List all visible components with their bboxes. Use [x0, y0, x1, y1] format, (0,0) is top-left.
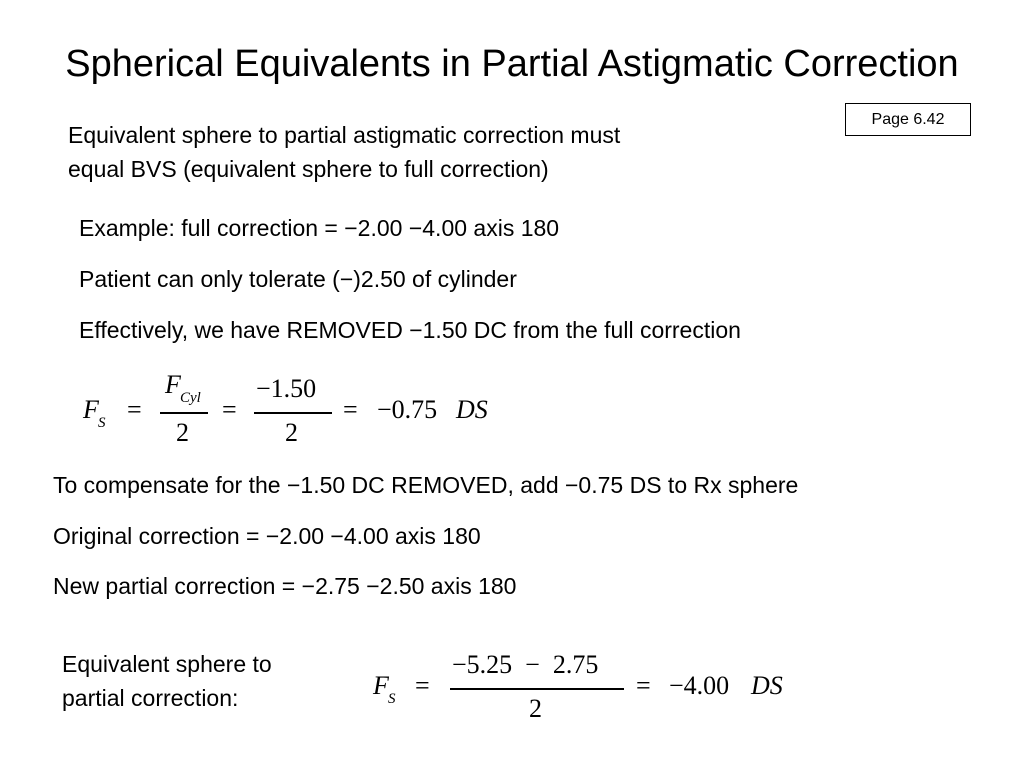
eq1-frac2-denominator: 2	[285, 418, 298, 447]
eq2-equals-2: =	[636, 671, 651, 700]
eq1-equals-1: =	[127, 395, 142, 424]
example-line-1: Example: full correction = −2.00 −4.00 axis 180	[79, 215, 560, 241]
eq2-equals-1: =	[415, 671, 430, 700]
example-line-2: Patient can only tolerate (−)2.50 of cylinder	[79, 266, 517, 292]
eq1-equals-2: =	[222, 395, 237, 424]
intro-line-1: Equivalent sphere to partial astigmatic correction must	[68, 122, 621, 148]
eq1-lhs: F	[83, 395, 99, 424]
eq2-lhs: F	[373, 671, 389, 700]
slide-title: Spherical Equivalents in Partial Astigmatic Correction	[65, 43, 959, 85]
eq2-result: −4.00	[669, 671, 730, 700]
eq1-frac1-denominator: 2	[176, 418, 189, 447]
compensation-line-3: New partial correction = −2.75 −2.50 axis 180	[53, 573, 517, 599]
eq2-fraction-bar	[450, 688, 624, 690]
partial-label-line-1: Equivalent sphere to	[62, 651, 272, 677]
eq1-equals-3: =	[343, 395, 358, 424]
compensation-line-2: Original correction = −2.00 −4.00 axis 180	[53, 523, 481, 549]
page-label: Page 6.42	[845, 103, 971, 136]
eq1-frac1-numerator-subscript: Cyl	[180, 390, 201, 406]
eq1-frac2-numerator: −1.50	[256, 374, 317, 403]
eq2-denominator: 2	[529, 694, 542, 723]
eq2-lhs-subscript: S	[388, 691, 396, 707]
eq2-numerator: −5.25 − 2.75	[452, 650, 599, 679]
partial-label-line-2: partial correction:	[62, 685, 239, 711]
example-line-3: Effectively, we have REMOVED −1.50 DC from the full correction	[79, 317, 741, 343]
eq1-lhs-subscript: S	[98, 415, 106, 431]
eq1-frac1-numerator: F	[165, 370, 181, 399]
eq2-unit: DS	[751, 671, 783, 700]
compensation-line-1: To compensate for the −1.50 DC REMOVED, add −0.75 DS to Rx sphere	[53, 472, 799, 498]
intro-line-2: equal BVS (equivalent sphere to full correction)	[68, 156, 549, 182]
eq1-result: −0.75	[377, 395, 438, 424]
eq1-unit: DS	[456, 395, 488, 424]
